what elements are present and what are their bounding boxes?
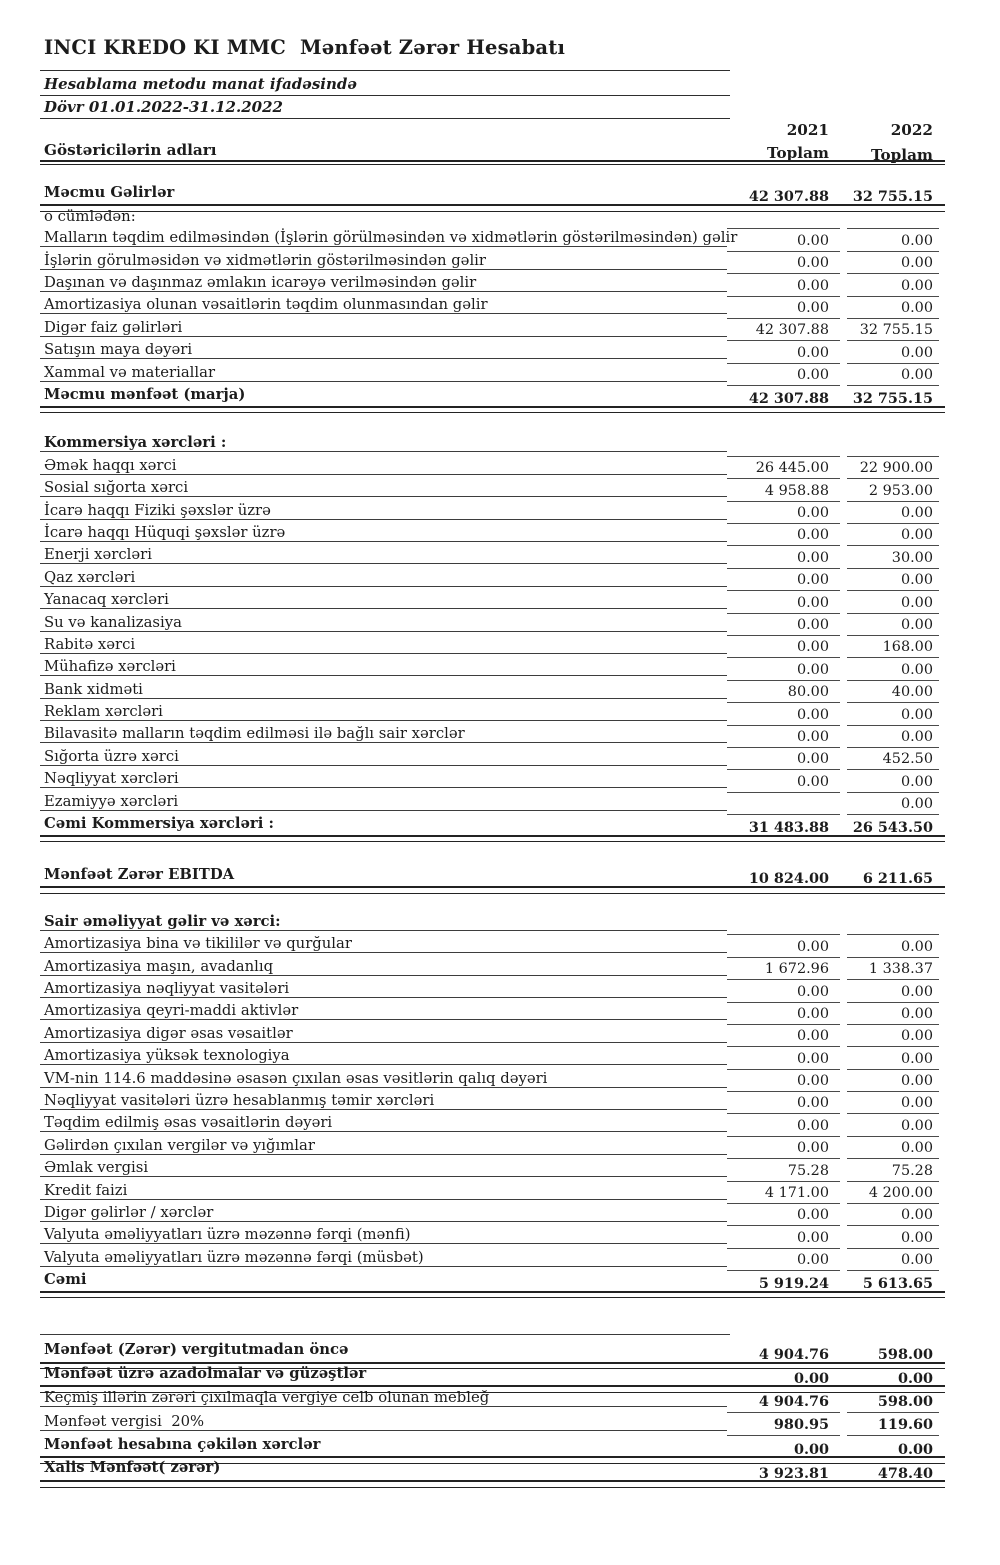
row-value-2021: 0.00 — [727, 1025, 840, 1047]
row-value-2022: 6 211.65 — [862, 869, 933, 887]
row-value-2021: 4 904.76 — [727, 1389, 840, 1412]
row-value-2021: 0.00 — [727, 252, 840, 274]
row-label: Amortizasiya digər əsas vəsaitlər — [40, 1025, 727, 1043]
row-value-2022: 0.00 — [847, 252, 939, 274]
row-label: Sair əməliyyat gəlir və xərci: — [40, 913, 727, 931]
row-value-2021: 0.00 — [727, 748, 840, 770]
table-row — [40, 457, 945, 479]
section-other-operating — [40, 913, 945, 1294]
table-row — [40, 1460, 945, 1484]
row-value-2021: 4 904.76 — [758, 1346, 829, 1364]
row-value-2021: 75.28 — [727, 1160, 840, 1182]
row-label: Digər faiz gəlirləri — [40, 319, 727, 337]
table-row — [40, 958, 945, 980]
table-row — [40, 1092, 945, 1114]
row-value-2021: 0.00 — [727, 614, 840, 636]
row-label: Yanacaq xərcləri — [40, 592, 727, 610]
title-underline — [40, 70, 730, 71]
table-row — [40, 913, 945, 935]
row-value-2021: 0.00 — [727, 569, 840, 591]
row-value-2021 — [727, 913, 840, 935]
row-value-2021: 10 824.00 — [748, 869, 829, 887]
row-label: Məcmu Gəlirlər — [44, 184, 175, 201]
row-label: Sığorta üzrə xərci — [40, 748, 727, 766]
table-row — [40, 547, 945, 569]
row-label: Mənfəət Zərər EBITDA — [44, 865, 235, 883]
row-value-2021: 42 307.88 — [727, 319, 840, 341]
row-value-2022: 0.00 — [847, 364, 939, 386]
row-label: Daşınan və daşınmaz əmlakın icarəyə verilməsindən gəlir — [40, 275, 727, 293]
table-row — [40, 1272, 945, 1294]
section-income — [40, 185, 945, 409]
row-value-2022: 0.00 — [847, 936, 939, 958]
row-label: Amortizasiya yüksək texnologiya — [40, 1048, 727, 1066]
row-value-2022: 0.00 — [897, 1441, 933, 1459]
row-label: Rabitə xərci — [40, 636, 727, 654]
table-row — [40, 387, 945, 409]
report-title: INCI KREDO KI MMC Mənfəət Zərər Hesabatı — [44, 36, 566, 59]
row-value-2022: 478.40 — [877, 1464, 933, 1482]
table-row — [40, 435, 945, 457]
table-row — [40, 867, 945, 889]
row-value-2022: 119.60 — [847, 1413, 939, 1436]
row-value-2022 — [847, 435, 939, 457]
column-header-year-2022: 2022 — [890, 121, 933, 139]
table-row — [40, 726, 945, 748]
column-header-total-2021: Toplam — [767, 144, 829, 162]
table-row — [40, 659, 945, 681]
table-row — [40, 748, 945, 770]
row-label: Əmlak vergisi — [40, 1160, 727, 1178]
row-label: Cəmi — [44, 1270, 87, 1288]
table-row — [40, 1115, 945, 1137]
row-value-2022: 1 338.37 — [847, 958, 939, 980]
row-value-2021: 0.00 — [727, 592, 840, 614]
row-value-2022 — [847, 913, 939, 935]
table-row — [40, 524, 945, 546]
row-value-2021: 4 171.00 — [727, 1182, 840, 1204]
row-label: Amortizasiya maşın, avadanlıq — [40, 958, 727, 976]
table-row — [40, 1413, 945, 1437]
row-value-2021: 0.00 — [727, 981, 840, 1003]
row-value-2022: 5 613.65 — [862, 1274, 933, 1292]
table-row — [40, 342, 945, 364]
table-row — [40, 319, 945, 341]
row-label: Sosial sığorta xərci — [40, 480, 727, 498]
row-value-2022: 0.00 — [847, 1048, 939, 1070]
row-label: Amortizasiya nəqliyyat vasitələri — [40, 981, 727, 999]
column-header-indicators: Göstəricilərin adları — [44, 141, 217, 159]
subtitle-underline — [40, 95, 730, 96]
table-row — [40, 1025, 945, 1047]
column-header-year-2021: 2021 — [786, 121, 829, 139]
row-value-2021: 0.00 — [727, 704, 840, 726]
row-label: Mənfəət (Zərər) vergitutmadan öncə — [44, 1340, 349, 1358]
table-row — [40, 771, 945, 793]
row-value-2022: 32 755.15 — [852, 188, 933, 205]
row-value-2022: 0.00 — [897, 1369, 933, 1387]
report-content — [40, 0, 945, 1565]
row-value-2021: 0.00 — [727, 524, 840, 546]
row-value-2022: 0.00 — [847, 793, 939, 815]
row-value-2021: 980.95 — [727, 1413, 840, 1436]
row-value-2022: 4 200.00 — [847, 1182, 939, 1204]
row-value-2021: 5 919.24 — [758, 1274, 829, 1292]
row-label: Valyuta əməliyyatları üzrə məzənnə fərqi (müsbət) — [40, 1249, 727, 1267]
row-value-2021: 0.00 — [727, 230, 840, 252]
table-row — [40, 681, 945, 703]
table-row — [40, 1366, 945, 1390]
row-label: Su və kanalizasiya — [40, 614, 727, 632]
table-row — [40, 297, 945, 319]
row-value-2022: 0.00 — [847, 502, 939, 524]
table-row — [40, 1227, 945, 1249]
row-label: Mənfəət vergisi 20% — [40, 1413, 727, 1431]
row-label: İcarə haqqı Fiziki şəxslər üzrə — [40, 502, 727, 520]
report-subtitle-method: Hesablama metodu manat ifadəsində — [44, 75, 357, 93]
row-value-2022: 0.00 — [847, 1137, 939, 1159]
table-row — [40, 252, 945, 274]
row-label: Amortizasiya qeyri-maddi aktivlər — [40, 1003, 727, 1021]
row-label: Ezamiyyə xərcləri — [40, 793, 727, 811]
row-value-2021: 0.00 — [793, 1369, 829, 1387]
row-value-2021: 0.00 — [727, 364, 840, 386]
row-value-2021: 0.00 — [727, 502, 840, 524]
row-label: Nəqliyyat vasitələri üzrə hesablanmış təmir xərcləri — [40, 1092, 727, 1110]
row-label: Kredit faizi — [40, 1182, 727, 1200]
row-value-2022: 452.50 — [847, 748, 939, 770]
row-value-2021: 0.00 — [727, 936, 840, 958]
table-row — [40, 207, 945, 229]
row-value-2021: 0.00 — [727, 1249, 840, 1271]
row-label: VM-nin 114.6 maddəsinə əsasən çıxılan əsas vəsitlərin qalıq dəyəri — [40, 1070, 727, 1088]
row-value-2021: 0.00 — [727, 297, 840, 319]
table-row — [40, 1342, 945, 1366]
row-value-2022: 168.00 — [847, 636, 939, 658]
table-row — [40, 480, 945, 502]
table-row — [40, 1070, 945, 1092]
row-value-2021: 0.00 — [727, 1070, 840, 1092]
row-value-2021: 0.00 — [727, 659, 840, 681]
table-row — [40, 1389, 945, 1413]
row-label: Mənfəət hesabına çəkilən xərclər — [44, 1435, 321, 1453]
table-row — [40, 704, 945, 726]
row-value-2022: 0.00 — [847, 614, 939, 636]
row-value-2022: 26 543.50 — [852, 818, 933, 836]
row-label: Əmək haqqı xərci — [40, 457, 727, 475]
table-row — [40, 1204, 945, 1226]
report-subtitle-period: Dövr 01.01.2022-31.12.2022 — [44, 98, 283, 116]
row-value-2022: 0.00 — [847, 275, 939, 297]
table-row — [40, 1160, 945, 1182]
row-value-2021 — [727, 207, 840, 229]
row-value-2021 — [727, 435, 840, 457]
row-label: İcarə haqqı Hüquqi şəxslər üzrə — [40, 524, 727, 542]
row-value-2021: 0.00 — [727, 1227, 840, 1249]
table-row — [40, 592, 945, 614]
row-label: İşlərin görulməsidən və xidmətlərin göstərilməsindən gəlir — [40, 252, 727, 270]
section-final-result — [40, 1342, 945, 1484]
table-row — [40, 185, 945, 207]
table-row — [40, 569, 945, 591]
row-value-2021: 42 307.88 — [748, 188, 829, 205]
row-value-2022: 40.00 — [847, 681, 939, 703]
row-value-2022: 0.00 — [847, 1227, 939, 1249]
table-row — [40, 1182, 945, 1204]
row-value-2021: 1 672.96 — [727, 958, 840, 980]
row-value-2022: 0.00 — [847, 1070, 939, 1092]
row-label: o cümlədən: — [44, 207, 136, 225]
table-row — [40, 1003, 945, 1025]
row-value-2021: 42 307.88 — [748, 389, 829, 407]
row-value-2021: 0.00 — [727, 1137, 840, 1159]
row-value-2021: 0.00 — [727, 547, 840, 569]
row-value-2021: 0.00 — [727, 771, 840, 793]
row-value-2022: 2 953.00 — [847, 480, 939, 502]
row-value-2022: 0.00 — [847, 524, 939, 546]
row-label: Bank xidməti — [40, 681, 727, 699]
table-row — [40, 936, 945, 958]
table-row — [40, 636, 945, 658]
row-value-2021: 0.00 — [793, 1441, 829, 1459]
row-value-2022: 0.00 — [847, 771, 939, 793]
row-label: Digər gəlirlər / xərclər — [40, 1204, 727, 1222]
row-value-2022: 0.00 — [847, 1204, 939, 1226]
row-value-2021: 0.00 — [727, 726, 840, 748]
row-label: Amortizasiya bina və tikililər və qurğular — [40, 936, 727, 954]
row-value-2022: 0.00 — [847, 230, 939, 252]
row-value-2022: 0.00 — [847, 1003, 939, 1025]
row-label: Enerji xərcləri — [40, 547, 727, 565]
row-label: Cəmi Kommersiya xərcləri : — [44, 814, 274, 832]
row-value-2021: 0.00 — [727, 1204, 840, 1226]
report-table — [40, 185, 945, 1484]
row-label: Mühafizə xərcləri — [40, 659, 727, 677]
row-value-2021: 4 958.88 — [727, 480, 840, 502]
row-label: Təqdim edilmiş əsas vəsaitlərin dəyəri — [40, 1115, 727, 1133]
row-value-2022: 0.00 — [847, 726, 939, 748]
column-header-total-2022: Toplam — [871, 146, 933, 164]
table-row — [40, 1249, 945, 1271]
row-value-2022: 30.00 — [847, 547, 939, 569]
row-value-2021: 0.00 — [727, 342, 840, 364]
row-label: Mənfəət üzrə azadolmalar və güzəştlər — [44, 1364, 367, 1382]
row-value-2022: 0.00 — [847, 981, 939, 1003]
row-label: Keçmiş illərin zərəri çıxılmaqla vergiye celb olunan mebleğ — [40, 1389, 727, 1407]
row-value-2022: 0.00 — [847, 1025, 939, 1047]
row-label: Nəqliyyat xərcləri — [40, 771, 727, 789]
table-row — [40, 230, 945, 252]
row-label: Valyuta əməliyyatları üzrə məzənnə fərqi (mənfi) — [40, 1227, 727, 1245]
table-row — [40, 1437, 945, 1461]
row-value-2021: 0.00 — [727, 1003, 840, 1025]
row-label: Gəlirdən çıxılan vergilər və yığımlar — [40, 1137, 727, 1155]
row-value-2021: 0.00 — [727, 275, 840, 297]
table-row — [40, 275, 945, 297]
row-value-2021 — [727, 793, 840, 815]
row-value-2022 — [847, 207, 939, 229]
row-value-2022: 0.00 — [847, 342, 939, 364]
row-label: Malların təqdim edilməsindən (İşlərin görülməsindən və xidmətlərin göstərilməsindən) gəlir — [40, 230, 727, 248]
row-label: Kommersiya xərcləri : — [40, 435, 727, 453]
row-value-2022: 0.00 — [847, 569, 939, 591]
row-value-2021: 0.00 — [727, 1092, 840, 1114]
row-label: Xalis Mənfəət( zərər) — [44, 1459, 221, 1477]
table-row — [40, 1137, 945, 1159]
row-value-2022: 0.00 — [847, 592, 939, 614]
row-label: Amortizasiya olunan vəsaitlərin təqdim olunmasından gəlir — [40, 297, 727, 315]
row-value-2021: 26 445.00 — [727, 457, 840, 479]
row-value-2022: 0.00 — [847, 1092, 939, 1114]
row-label: Xammal və materiallar — [40, 364, 727, 382]
row-value-2021: 0.00 — [727, 636, 840, 658]
row-value-2022: 0.00 — [847, 1115, 939, 1137]
header-double-rule — [40, 160, 945, 165]
row-value-2022: 0.00 — [847, 297, 939, 319]
table-row — [40, 1048, 945, 1070]
section-commercial-expenses — [40, 435, 945, 838]
row-value-2021: 3 923.81 — [758, 1464, 829, 1482]
row-label: Satışın maya dəyəri — [40, 342, 727, 360]
row-value-2022: 32 755.15 — [852, 389, 933, 407]
row-value-2022: 22 900.00 — [847, 457, 939, 479]
row-label: Bilavasitə malların təqdim edilməsi ilə bağlı sair xərclər — [40, 726, 727, 744]
table-row — [40, 502, 945, 524]
section-ebitda — [40, 867, 945, 889]
row-value-2022: 598.00 — [847, 1389, 939, 1412]
row-value-2022: 32 755.15 — [847, 319, 939, 341]
table-row — [40, 614, 945, 636]
row-value-2021: 80.00 — [727, 681, 840, 703]
row-value-2022: 75.28 — [847, 1160, 939, 1182]
row-label: Reklam xərcləri — [40, 704, 727, 722]
table-row — [40, 793, 945, 815]
row-label: Qaz xərcləri — [40, 569, 727, 587]
row-value-2022: 0.00 — [847, 659, 939, 681]
table-row — [40, 981, 945, 1003]
row-label: Məcmu mənfəət (marja) — [44, 385, 246, 403]
period-underline — [40, 118, 730, 119]
table-row — [40, 364, 945, 386]
row-value-2021: 0.00 — [727, 1115, 840, 1137]
row-value-2022: 0.00 — [847, 704, 939, 726]
row-value-2022: 0.00 — [847, 1249, 939, 1271]
row-value-2022: 598.00 — [877, 1346, 933, 1364]
row-value-2021: 31 483.88 — [748, 818, 829, 836]
row-value-2021: 0.00 — [727, 1048, 840, 1070]
table-row — [40, 816, 945, 838]
